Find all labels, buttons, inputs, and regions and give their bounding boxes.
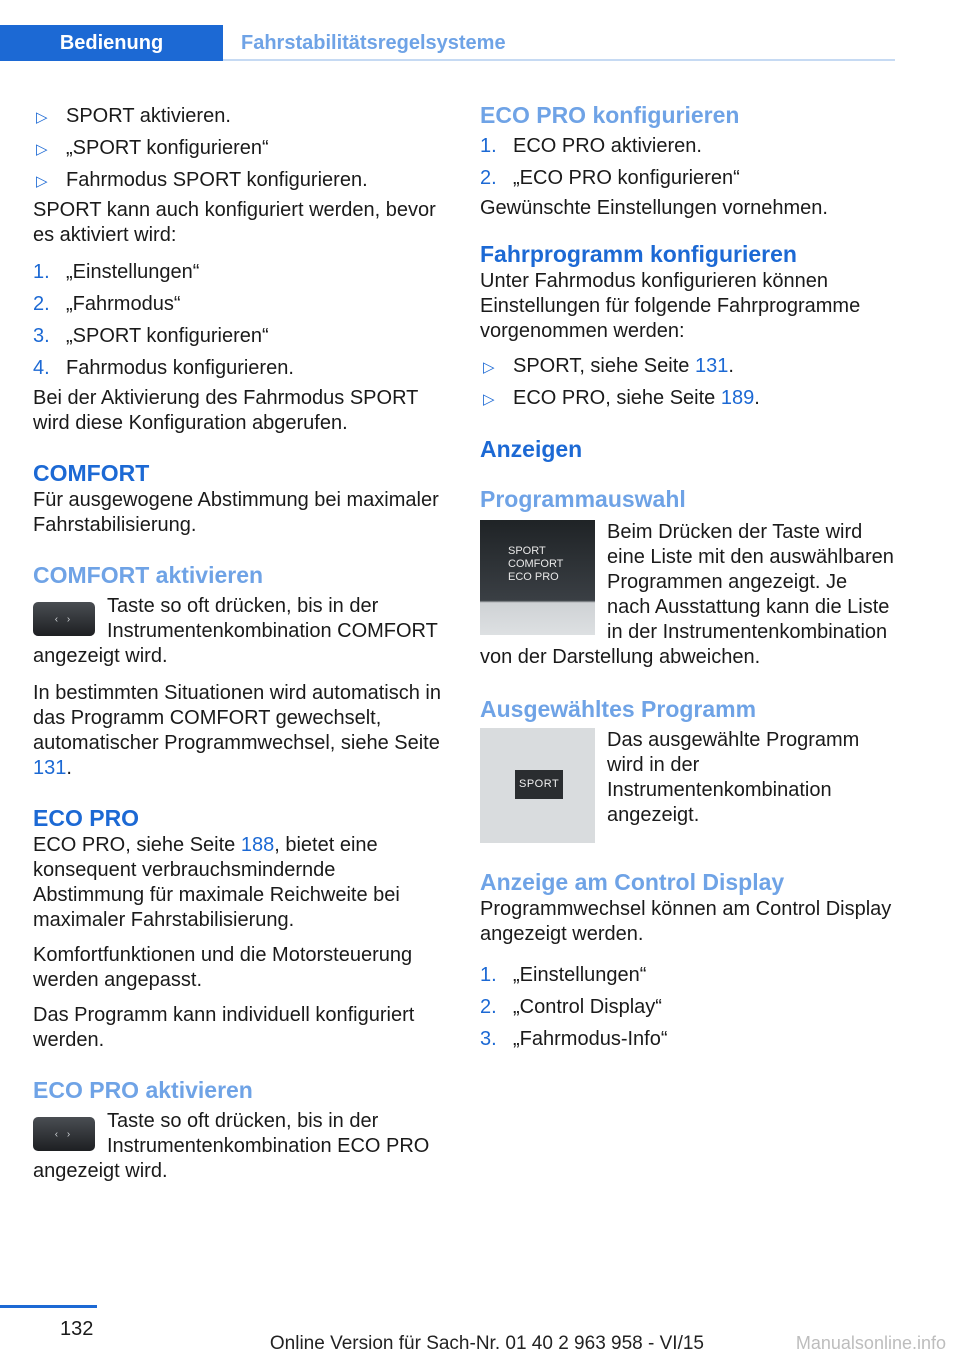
page-link-131[interactable]: 131: [33, 757, 67, 779]
eco-activate-block: ‹ › Taste so oft drücken, bis in der Instrumentenkombination ECO PRO angezeigt wird.: [33, 1110, 430, 1182]
page-number: 132: [60, 1318, 94, 1340]
heading-control-display: Anzeige am Control Display: [480, 869, 785, 895]
program-list-image: SPORT COMFORT ECO PRO: [480, 520, 595, 635]
comfort-activate-block: ‹ › Taste so oft drücken, bis in der Instrumentenkombination COMFORT angezeigt wird.: [33, 595, 438, 667]
paragraph: Programmwechsel können am Control Display angezeigt werden.: [480, 898, 892, 945]
paragraph: Das Programm kann individuell konfiguriert werden.: [33, 1004, 415, 1051]
header-tabbar: [0, 25, 895, 61]
list-item: 2. „Fahrmodus“: [33, 293, 181, 315]
triangle-bullet-icon: ▷: [36, 141, 48, 158]
heading-eco-pro-konfigurieren: ECO PRO konfigurieren: [480, 102, 740, 128]
mode-button-icon: ‹ ›: [33, 1117, 95, 1151]
bullet-item: ▷ Fahrmodus SPORT konfigurieren.: [33, 164, 445, 196]
bullet-item: ▷ SPORT, siehe Seite 131.: [480, 350, 895, 382]
list-item: 4. Fahrmodus konfigurieren.: [33, 357, 294, 379]
heading-ausgewaehltes-programm: Ausgewähltes Programm: [480, 696, 757, 722]
footer-line: [0, 1305, 97, 1308]
heading-eco-pro-aktivieren: ECO PRO aktivieren: [33, 1077, 253, 1103]
bullet-item: ▷ ECO PRO, siehe Seite 189.: [480, 382, 895, 414]
tab-fahrstabilitaet[interactable]: Fahrstabilitätsregelsysteme: [241, 31, 506, 54]
selected-program-image: [480, 728, 595, 843]
heading-fahrprogramm: Fahrprogramm konfigurieren: [480, 241, 797, 267]
triangle-bullet-icon: ▷: [483, 359, 495, 376]
ausgewaehlt-block: SPORT Das ausgewählte Programm wird in der Instrumentenkombination angezeigt.: [480, 728, 895, 843]
paragraph: Für ausgewogene Abstimmung bei maximaler Fahrstabilisierung.: [33, 489, 439, 536]
paragraph: Unter Fahrmodus konfigurieren können Einstellungen für folgende Fahrprogramme vorgenommen werden:: [480, 270, 861, 342]
right-column: [480, 100, 895, 1055]
bullet-item: ▷ SPORT aktivieren.: [33, 100, 445, 132]
triangle-bullet-icon: ▷: [36, 109, 48, 126]
tab-underline: [223, 59, 895, 61]
mode-button-icon: ‹ ›: [33, 602, 95, 636]
sport-badge: SPORT: [515, 770, 563, 799]
bullet-item: ▷ „SPORT konfigurieren“: [33, 132, 445, 164]
triangle-bullet-icon: ▷: [483, 391, 495, 408]
heading-programmauswahl: Programmauswahl: [480, 486, 686, 512]
heading-comfort: COMFORT: [33, 460, 150, 486]
online-version-note: Online Version für Sach-Nr. 01 40 2 963 958 - VI/15: [269, 1333, 704, 1354]
page-link-131[interactable]: 131: [694, 355, 729, 377]
list-item: 2. „Control Display“: [480, 996, 662, 1018]
numbered-list: [33, 256, 445, 384]
watermark: Manualsonline.info: [795, 1333, 946, 1353]
list-item: 3. „SPORT konfigurieren“: [33, 325, 269, 347]
triangle-bullet-icon: ▷: [36, 173, 48, 190]
paragraph: Bei der Aktivierung des Fahrmodus SPORT wird diese Konfiguration abgerufen.: [33, 387, 418, 434]
heading-anzeigen: Anzeigen: [480, 436, 583, 462]
list-item: 1. „Einstellungen“: [33, 261, 200, 283]
paragraph: In bestimmten Situationen wird automatisch in das Programm COMFORT gewechselt, automatischer Programmwechsel, siehe Seite 131.: [33, 682, 441, 779]
heading-eco-pro: ECO PRO: [33, 805, 140, 831]
programmauswahl-block: SPORT COMFORT ECO PRO Beim Drücken der Taste wird eine Liste mit den auswählbaren Programmen angezeigt. Je nach Ausstattung kann die Liste in der Instrumentenkombination von der Darstellung abweichen.: [480, 521, 894, 668]
list-item: 2. „ECO PRO konfigurieren“: [480, 167, 740, 189]
page-link-188[interactable]: 188: [240, 834, 275, 856]
list-item: 1. ECO PRO aktivieren.: [480, 135, 702, 157]
paragraph: ECO PRO, siehe Seite 188, bietet eine konsequent verbrauchsmindernde Abstimmung für maximale Reichweite bei maximaler Fahrstabilisierung.: [33, 834, 400, 931]
list-item: 1. „Einstellungen“: [480, 964, 647, 986]
paragraph: Gewünschte Einstellungen vornehmen.: [480, 197, 828, 219]
paragraph: SPORT kann auch konfiguriert werden, bevor es aktiviert wird:: [33, 199, 436, 246]
left-column: [33, 100, 445, 1184]
paragraph: Komfortfunktionen und die Motorsteuerung werden angepasst.: [33, 944, 413, 991]
tab-bedienung[interactable]: Bedienung: [0, 25, 223, 61]
page-link-189[interactable]: 189: [720, 387, 755, 409]
heading-comfort-aktivieren: COMFORT aktivieren: [33, 562, 264, 588]
list-item: 3. „Fahrmodus-Info“: [480, 1028, 668, 1050]
